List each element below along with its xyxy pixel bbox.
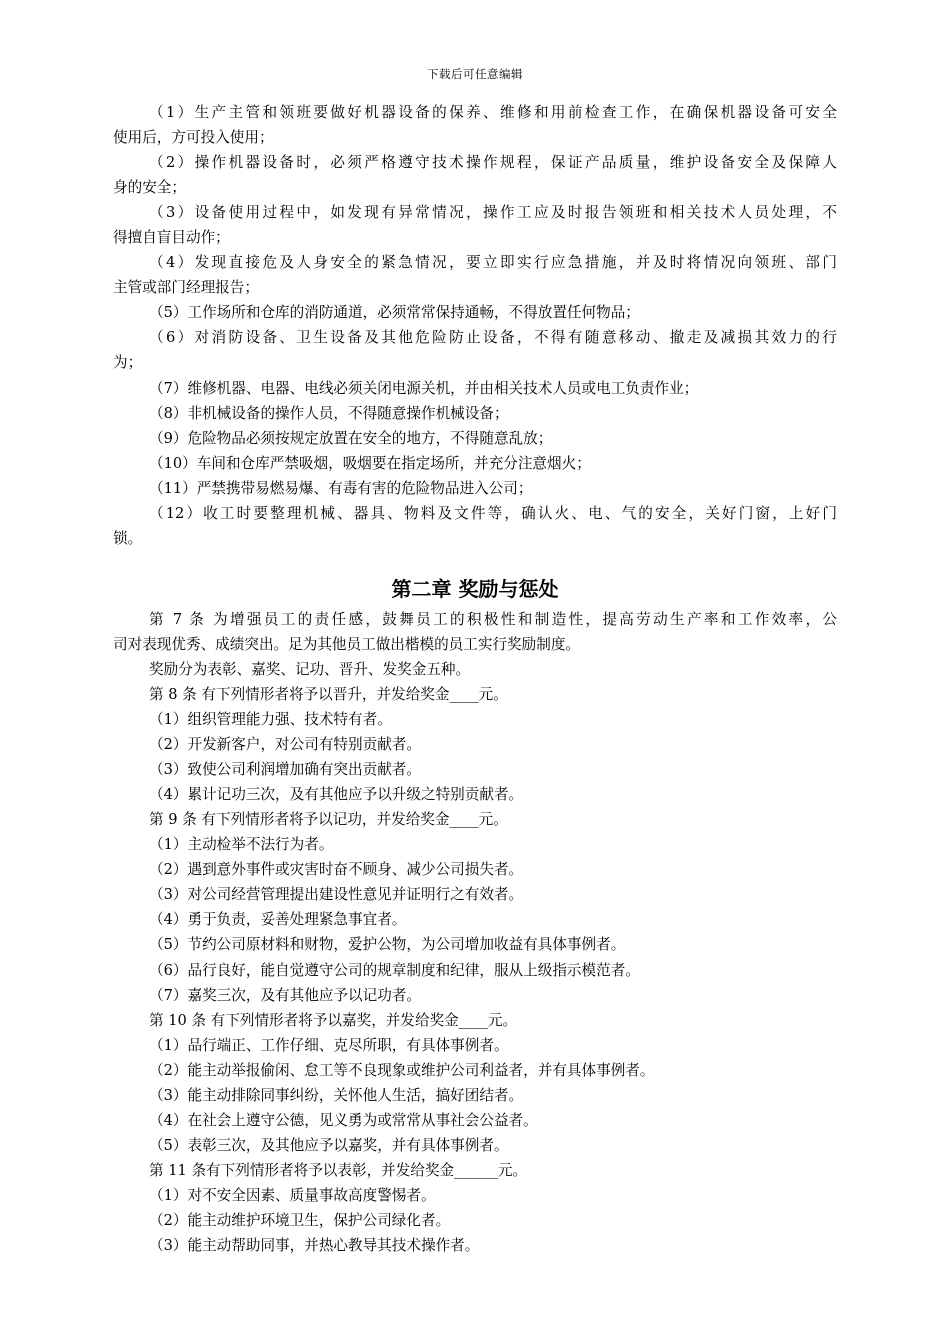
paragraph-line: （1）生产主管和领班要做好机器设备的保养、维修和用前检查工作，在确保机器设备可安全 xyxy=(149,104,837,121)
paragraph-line: 得擅自盲目动作； xyxy=(113,229,230,247)
document-body xyxy=(113,100,837,1258)
paragraph-line: （1）主动检举不法行为者。 xyxy=(149,836,334,854)
safety-rules-section xyxy=(113,100,837,551)
paragraph-line: （1）组织管理能力强、技术特有者。 xyxy=(149,711,392,729)
paragraph-line: （6）品行良好，能自觉遵守公司的规章制度和纪律，服从上级指示模范者。 xyxy=(149,961,640,979)
paragraph-line: 第 11 条有下列情形者将予以表彰，并发给奖金______元。 xyxy=(149,1161,528,1179)
paragraph-line: 使用后，方可投入使用； xyxy=(113,129,274,147)
paragraph-line: 奖励分为表彰、嘉奖、记功、晋升、发奖金五种。 xyxy=(149,660,471,678)
paragraph-line: 为； xyxy=(113,354,143,372)
rewards-section xyxy=(113,607,837,1258)
paragraph-line: 身的安全； xyxy=(113,179,186,197)
paragraph-line: 主管或部门经理报告； xyxy=(113,279,259,297)
paragraph-line: （1）品行端正、工作仔细、克尽所职，有具体事例者。 xyxy=(149,1036,509,1054)
paragraph-line: （2）操作机器设备时，必须严格遵守技术操作规程，保证产品质量，维护设备安全及保障人 xyxy=(149,154,837,172)
paragraph-line: （6）对消防设备、卫生设备及其他危险防止设备，不得有随意移动、撤走及减损其效力的行 xyxy=(149,329,837,347)
paragraph-line: （7）维修机器、电器、电线必须关闭电源关机，并由相关技术人员或电工负责作业； xyxy=(149,379,699,397)
paragraph-line: （12）收工时要整理机械、器具、物料及文件等，确认火、电、气的安全，关好门窗，上好门 xyxy=(149,504,837,522)
paragraph-line: 第 9 条 有下列情形者将予以记功，并发给奖金____元。 xyxy=(149,811,508,829)
chapter-title: 第二章 奖励与惩处 xyxy=(391,576,559,601)
paragraph-line: （4）勇于负责，妥善处理紧急事宜者。 xyxy=(149,911,407,929)
paragraph-line: （2）能主动维护环境卫生，保护公司绿化者。 xyxy=(149,1211,451,1229)
paragraph-line: （3）对公司经营管理提出建设性意见并证明行之有效者。 xyxy=(149,886,524,904)
paragraph-line: （3）能主动帮助同事，并热心教导其技术操作者。 xyxy=(149,1237,480,1255)
paragraph-line: （8）非机械设备的操作人员，不得随意操作机械设备； xyxy=(149,404,509,422)
paragraph-line: （3）设备使用过程中，如发现有异常情况，操作工应及时报告领班和相关技术人员处理，不 xyxy=(149,204,837,222)
paragraph-line: 第 8 条 有下列情形者将予以晋升，并发给奖金____元。 xyxy=(149,685,508,703)
paragraph-line: （7）嘉奖三次，及有其他应予以记功者。 xyxy=(149,986,421,1004)
paragraph-line: （11）严禁携带易燃易爆、有毒有害的危险物品进入公司； xyxy=(149,479,533,497)
paragraph-line: （4）在社会上遵守公德，见义勇为或常常从事社会公益者。 xyxy=(149,1111,538,1129)
paragraph-line: 第 10 条 有下列情形者将予以嘉奖，并发给奖金____元。 xyxy=(149,1011,518,1029)
paragraph-line: （2）开发新客户，对公司有特别贡献者。 xyxy=(149,736,421,754)
paragraph-line: （2）遇到意外事件或灾害时奋不顾身、减少公司损失者。 xyxy=(149,861,524,879)
page-header: 下载后可任意编辑 xyxy=(427,67,523,81)
paragraph-line: 司对表现优秀、成绩突出。足为其他员工做出楷模的员工实行奖励制度。 xyxy=(113,635,581,653)
paragraph-line: 第 7 条 为增强员工的责任感，鼓舞员工的积极性和制造性，提高劳动生产率和工作效率，公 xyxy=(149,610,837,628)
paragraph-line: （4）发现直接危及人身安全的紧急情况，要立即实行应急措施，并及时将情况向领班、部门 xyxy=(149,254,837,272)
paragraph-line: （10）车间和仓库严禁吸烟，吸烟要在指定场所，并充分注意烟火； xyxy=(149,454,591,472)
paragraph-line: （2）能主动举报偷闲、怠工等不良现象或维护公司利益者，并有具体事例者。 xyxy=(149,1061,655,1079)
paragraph-line: 锁。 xyxy=(113,529,143,547)
paragraph-line: （5）节约公司原材料和财物，爱护公物，为公司增加收益有具体事例者。 xyxy=(149,936,626,954)
paragraph-line: （3）能主动排除同事纠纷，关怀他人生活，搞好团结者。 xyxy=(149,1086,524,1104)
paragraph-line: （5）工作场所和仓库的消防通道，必须常常保持通畅，不得放置任何物品； xyxy=(149,304,640,322)
paragraph-line: （3）致使公司利润增加确有突出贡献者。 xyxy=(149,761,421,779)
paragraph-line: （5）表彰三次，及其他应予以嘉奖，并有具体事例者。 xyxy=(149,1136,509,1154)
paragraph-line: （4）累计记功三次，及有其他应予以升级之特别贡献者。 xyxy=(149,786,524,804)
paragraph-line: （9）危险物品必须按规定放置在安全的地方，不得随意乱放； xyxy=(149,429,553,447)
paragraph-line: （1）对不安全因素、质量事故高度警惕者。 xyxy=(149,1186,436,1204)
